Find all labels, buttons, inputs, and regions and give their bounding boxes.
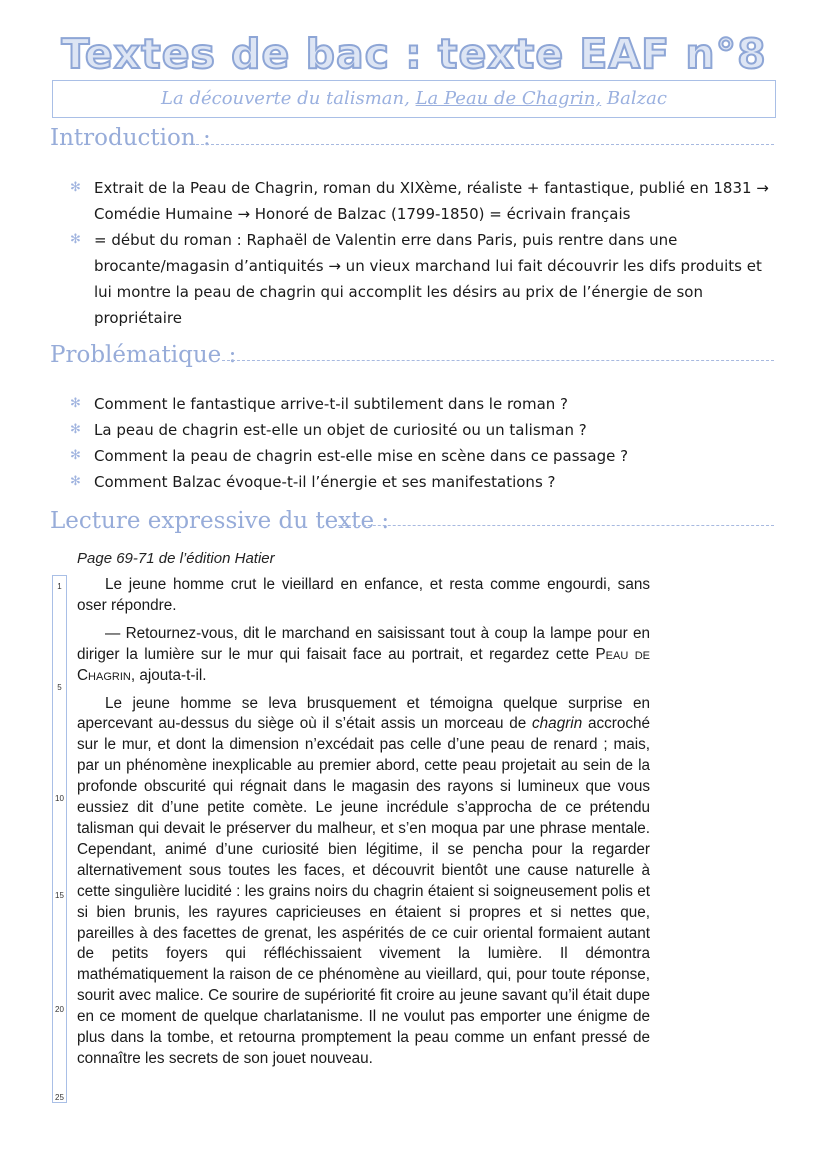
- line-number: 15: [55, 891, 64, 900]
- problematique-heading: Problématique :: [50, 342, 237, 368]
- subtitle-part2: La Peau de Chagrin,: [415, 88, 602, 109]
- line-number-gutter: [52, 575, 67, 1103]
- paragraph: — Retournez-vous, dit le marchand en saisissant tout à coup la lampe pour en diriger la lumière sur le mur qui faisait face au portrait, et regardez cette Peau de Chagrin, ajouta-t-il.: [77, 624, 651, 684]
- excerpt-text: [77, 575, 650, 1070]
- chagrin-italic: chagrin: [532, 715, 583, 733]
- list-item: ✻ Comment Balzac évoque-t-il l’énergie et ses manifestations ?: [70, 469, 776, 495]
- introduction-list: [70, 175, 776, 331]
- lecture-divider: [338, 525, 774, 526]
- problematique-list: [70, 391, 776, 495]
- line-number: 20: [55, 1005, 64, 1014]
- asterisk-bullet-icon: ✻: [70, 180, 81, 195]
- subtitle-part1: La découverte du talisman,: [161, 88, 410, 109]
- gutter-rule: [66, 575, 67, 1103]
- lecture-heading: Lecture expressive du texte :: [50, 508, 390, 534]
- asterisk-bullet-icon: ✻: [70, 396, 81, 411]
- asterisk-bullet-icon: ✻: [70, 474, 81, 489]
- problematique-divider: [222, 360, 774, 361]
- introduction-divider: [196, 144, 774, 145]
- asterisk-bullet-icon: ✻: [70, 422, 81, 437]
- subtitle-box: [52, 80, 776, 118]
- line-number: 5: [57, 683, 62, 692]
- line-number: 10: [55, 794, 64, 803]
- line-number: 25: [55, 1093, 64, 1102]
- subtitle: [161, 88, 667, 109]
- asterisk-bullet-icon: ✻: [70, 232, 81, 247]
- paragraph: Le jeune homme crut le vieillard en enfance, et resta comme engourdi, sans oser répondre.: [77, 576, 650, 614]
- paragraph: Le jeune homme se leva brusquement et témoigna quelque surprise en apercevant au-dessus du siège où il s’était assis un morceau de chagrin accroché sur le mur, et dont la dimension n’excédait pas celle d’une peau de renard ; mais, par un phénomène inexplicable au premier abord, cette peau projetait au sein de la profonde obscurité qui régnait dans le magasin des rayons si lumineux que vous eussiez dit d’une petite comète. Le jeune incrédule s’approcha de ce prétendu talisman qui devait le préserver du malheur, et s’en moqua par une phrase mentale. Cependant, animé d’une curiosité bien légitime, il se pencha pour la regarder alternativement sous toutes les faces, et découvrit bientôt une cause naturelle à cette singulière lucidité : les grains noirs du chagrin étaient si soigneusement polis et si bien brunis, les rayures capricieuses en étaient si propres et si nettes que, pareilles à des facettes de grenat, les aspérités de ce cuir oriental formaient autant de petits foyers qui réfléchissaient vivement la lumière. Il démontra mathématiquement la raison de ce phénomène au vieillard, qui, pour toute réponse, sourit avec malice. Ce sourire de supériorité fit croire au jeune savant qu’il était dupe en ce moment de quelque charlatanisme. Il ne voulut pas emporter une énigme de plus dans la tombe, et retourna promptement la peau comme un enfant pressé de connaître les secrets de son jouet nouveau.: [77, 694, 651, 1067]
- page-title: Textes de bac : texte EAF n°8: [61, 30, 767, 78]
- introduction-heading: Introduction :: [50, 125, 211, 151]
- line-number: 1: [57, 582, 62, 591]
- edition-note: Page 69-71 de l’édition Hatier: [77, 550, 275, 567]
- subtitle-part3: Balzac: [606, 88, 667, 109]
- list-item: ✻ Extrait de la Peau de Chagrin, roman du XIXème, réaliste + fantastique, publié en 1831 → Comédie Humaine → Honoré de Balzac (1799-1850) = écrivain français: [70, 175, 776, 227]
- asterisk-bullet-icon: ✻: [70, 448, 81, 463]
- list-item: ✻ = début du roman : Raphaël de Valentin erre dans Paris, puis rentre dans une brocante/magasin d’antiquités → un vieux marchand lui fait découvrir les difs produits et lui montre la peau de chagrin qui accomplit les désirs au prix de l’énergie de son propriétaire: [70, 227, 776, 331]
- list-item: ✻ Comment la peau de chagrin est-elle mise en scène dans ce passage ?: [70, 443, 776, 469]
- list-item: ✻ La peau de chagrin est-elle un objet de curiosité ou un talisman ?: [70, 417, 776, 443]
- list-item: ✻ Comment le fantastique arrive-t-il subtilement dans le roman ?: [70, 391, 776, 417]
- peau-de-chagrin-smallcaps: Peau de Chagrin: [77, 645, 651, 684]
